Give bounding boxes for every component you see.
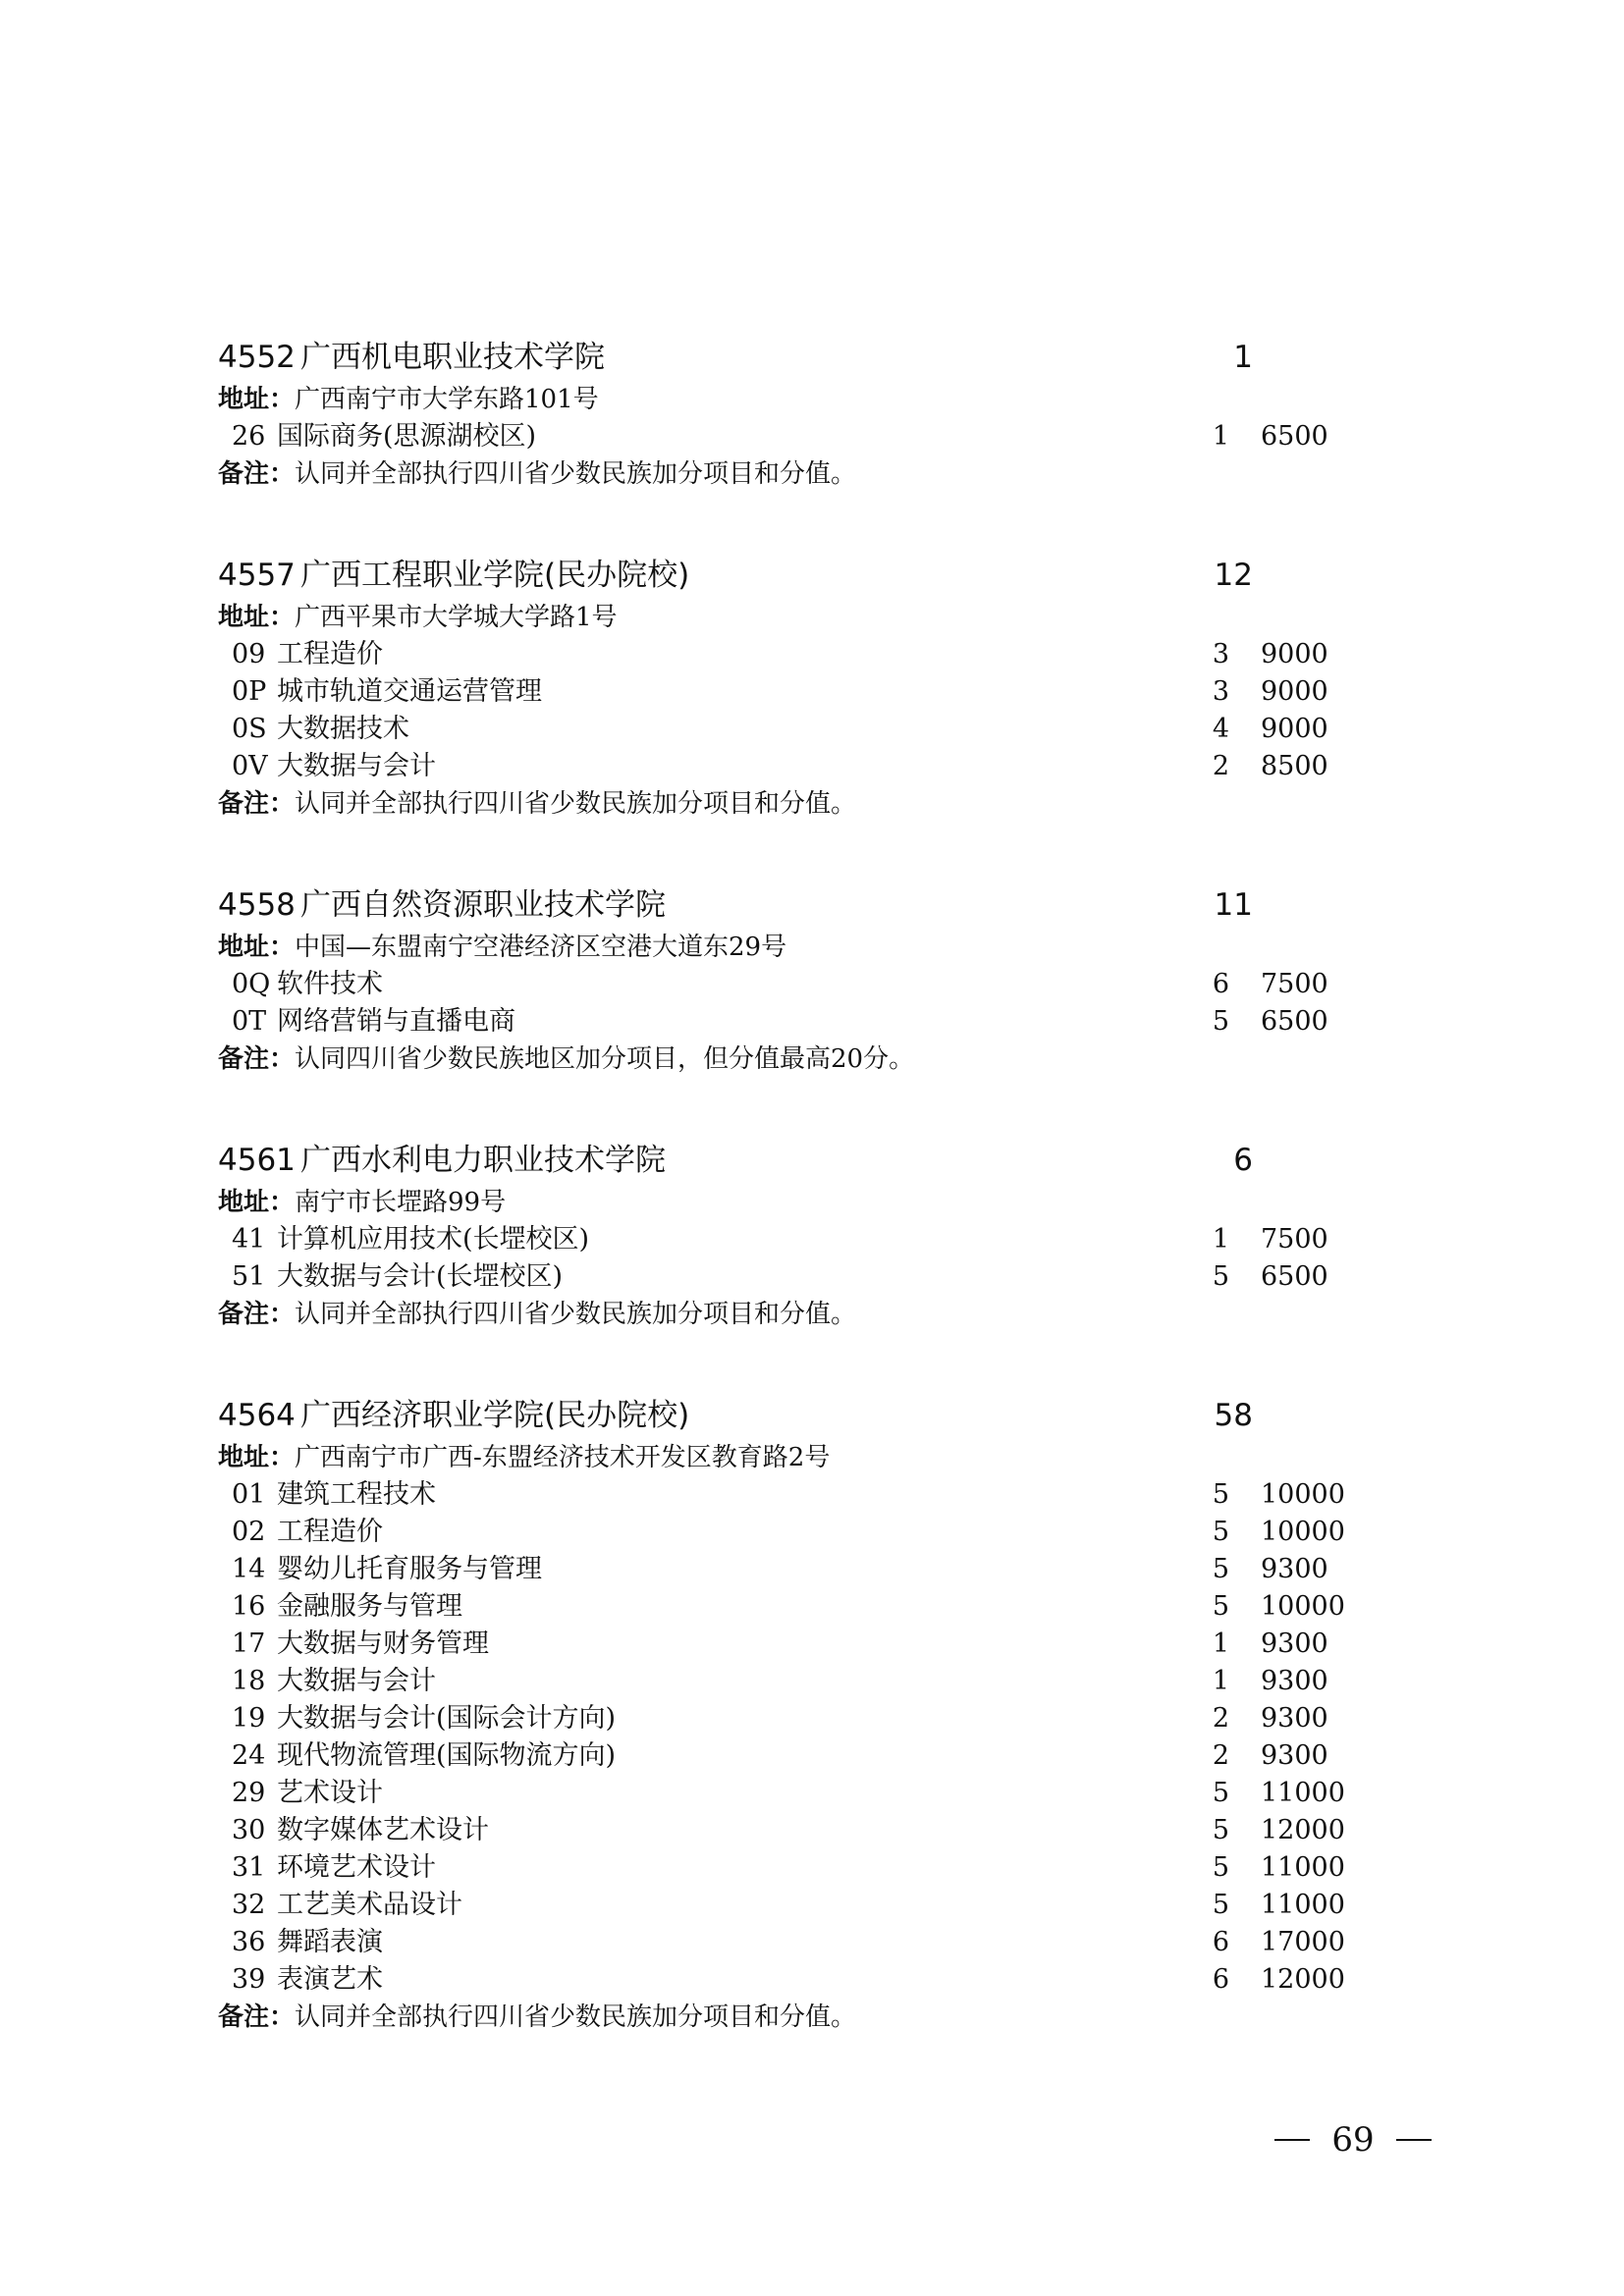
major-code: 29 — [232, 1778, 266, 1808]
major-row — [218, 636, 1396, 673]
page-number-dash-left — [1274, 2139, 1310, 2141]
major-name: 软件技术 — [277, 969, 383, 999]
note-label: 备注： — [218, 459, 296, 489]
major-name: 大数据与会计 — [277, 751, 436, 781]
major-row — [218, 1812, 1396, 1849]
major-tuition: 12000 — [1261, 1815, 1345, 1845]
major-code: 16 — [232, 1591, 266, 1622]
major-code: 0V — [232, 751, 268, 781]
major-row — [218, 1476, 1396, 1514]
address-text: 广西南宁市广西-东盟经济技术开发区教育路2号 — [295, 1443, 831, 1472]
school-code: 4561 — [218, 1143, 296, 1178]
major-code: 0S — [232, 714, 267, 744]
school-block — [218, 552, 1396, 823]
major-code: 0Q — [232, 969, 271, 999]
school-note — [218, 1999, 1396, 2036]
major-tuition: 9300 — [1261, 1666, 1328, 1696]
address-text: 广西南宁市大学东路101号 — [295, 385, 599, 414]
major-quota: 5 — [1212, 1479, 1229, 1510]
major-tuition: 17000 — [1261, 1927, 1345, 1957]
major-row — [218, 748, 1396, 785]
major-row — [218, 1700, 1396, 1737]
major-row — [218, 1588, 1396, 1626]
school-total-quota: 11 — [1214, 887, 1253, 923]
major-quota: 5 — [1212, 1852, 1229, 1883]
major-name: 大数据技术 — [277, 714, 409, 744]
major-row — [218, 418, 1396, 455]
major-code: 09 — [232, 639, 266, 669]
major-name: 建筑工程技术 — [277, 1479, 436, 1510]
note-label: 备注： — [218, 1044, 296, 1074]
major-row — [218, 1221, 1396, 1258]
school-address — [218, 1184, 1396, 1221]
major-name: 环境艺术设计 — [277, 1852, 436, 1883]
school-code: 4564 — [218, 1398, 296, 1433]
major-name: 大数据与会计 — [277, 1666, 436, 1696]
school-total-quota: 1 — [1233, 340, 1253, 375]
major-name: 工程造价 — [277, 639, 383, 669]
major-code: 24 — [232, 1740, 266, 1771]
major-tuition: 8500 — [1261, 751, 1328, 781]
major-tuition: 10000 — [1261, 1479, 1345, 1510]
school-address — [218, 929, 1396, 966]
major-code: 14 — [232, 1554, 266, 1584]
school-code: 4558 — [218, 887, 296, 923]
major-quota: 6 — [1212, 969, 1229, 999]
major-quota: 5 — [1212, 1554, 1229, 1584]
major-tuition: 9300 — [1261, 1740, 1328, 1771]
major-row — [218, 966, 1396, 1003]
school-header — [218, 552, 1396, 599]
school-code: 4552 — [218, 340, 296, 375]
major-name: 舞蹈表演 — [277, 1927, 383, 1957]
major-code: 39 — [232, 1964, 266, 1995]
major-name: 网络营销与直播电商 — [277, 1006, 515, 1037]
major-name: 数字媒体艺术设计 — [277, 1815, 489, 1845]
major-row — [218, 1514, 1396, 1551]
major-code: 18 — [232, 1666, 266, 1696]
major-quota: 1 — [1212, 1224, 1229, 1255]
page-number — [1274, 2116, 1432, 2163]
major-name: 婴幼儿托育服务与管理 — [277, 1554, 542, 1584]
address-label: 地址： — [218, 1443, 296, 1472]
school-list — [218, 334, 1396, 2095]
major-name: 金融服务与管理 — [277, 1591, 462, 1622]
major-quota: 5 — [1212, 1778, 1229, 1808]
major-name: 大数据与会计(国际会计方向) — [277, 1703, 617, 1734]
address-text: 中国—东盟南宁空港经济区空港大道东29号 — [295, 933, 787, 962]
major-quota: 6 — [1212, 1927, 1229, 1957]
school-name: 广西工程职业学院(民办院校) — [300, 558, 690, 593]
school-address — [218, 599, 1396, 636]
school-address — [218, 1439, 1396, 1476]
major-name: 国际商务(思源湖校区) — [277, 421, 537, 452]
major-tuition: 9300 — [1261, 1703, 1328, 1734]
school-name: 广西机电职业技术学院 — [300, 340, 605, 375]
major-tuition: 11000 — [1261, 1778, 1345, 1808]
school-note — [218, 1041, 1396, 1078]
school-block — [218, 881, 1396, 1078]
major-quota: 5 — [1212, 1890, 1229, 1920]
school-block — [218, 1392, 1396, 2036]
major-tuition: 6500 — [1261, 1261, 1328, 1292]
major-name: 城市轨道交通运营管理 — [277, 676, 542, 707]
major-quota: 6 — [1212, 1964, 1229, 1995]
major-tuition: 10000 — [1261, 1591, 1345, 1622]
address-text: 广西平果市大学城大学路1号 — [295, 603, 618, 632]
major-row — [218, 1887, 1396, 1924]
major-quota: 1 — [1212, 1666, 1229, 1696]
note-text: 认同并全部执行四川省少数民族加分项目和分值。 — [295, 459, 857, 489]
address-label: 地址： — [218, 385, 296, 414]
school-block — [218, 1137, 1396, 1333]
major-tuition: 11000 — [1261, 1852, 1345, 1883]
major-code: 31 — [232, 1852, 266, 1883]
major-quota: 5 — [1212, 1261, 1229, 1292]
address-label: 地址： — [218, 1188, 296, 1217]
school-total-quota: 12 — [1214, 558, 1253, 593]
major-row — [218, 1924, 1396, 1961]
major-code: 36 — [232, 1927, 266, 1957]
school-name: 广西自然资源职业技术学院 — [300, 887, 666, 923]
major-row — [218, 1551, 1396, 1588]
major-name: 表演艺术 — [277, 1964, 383, 1995]
school-note — [218, 785, 1396, 823]
major-code: 02 — [232, 1517, 266, 1547]
major-row — [218, 1775, 1396, 1812]
note-text: 认同并全部执行四川省少数民族加分项目和分值。 — [295, 2002, 857, 2032]
major-name: 计算机应用技术(长堽校区) — [277, 1224, 590, 1255]
school-note — [218, 1296, 1396, 1333]
major-code: 51 — [232, 1261, 266, 1292]
school-block — [218, 334, 1396, 493]
major-name: 艺术设计 — [277, 1778, 383, 1808]
school-header — [218, 1392, 1396, 1439]
major-quota: 4 — [1212, 714, 1229, 744]
major-code: 19 — [232, 1703, 266, 1734]
major-code: 30 — [232, 1815, 266, 1845]
major-name: 现代物流管理(国际物流方向) — [277, 1740, 617, 1771]
major-tuition: 7500 — [1261, 969, 1328, 999]
major-tuition: 9000 — [1261, 714, 1328, 744]
major-tuition: 9000 — [1261, 676, 1328, 707]
major-code: 0T — [232, 1006, 267, 1037]
school-note — [218, 455, 1396, 493]
major-row — [218, 673, 1396, 711]
major-tuition: 12000 — [1261, 1964, 1345, 1995]
major-code: 41 — [232, 1224, 266, 1255]
school-address — [218, 381, 1396, 418]
school-code: 4557 — [218, 558, 296, 593]
major-tuition: 6500 — [1261, 1006, 1328, 1037]
major-tuition: 9300 — [1261, 1554, 1328, 1584]
major-name: 大数据与财务管理 — [277, 1629, 489, 1659]
page-number-text: 69 — [1331, 2120, 1375, 2160]
school-total-quota: 6 — [1233, 1143, 1253, 1178]
major-quota: 3 — [1212, 676, 1229, 707]
major-quota: 2 — [1212, 751, 1229, 781]
major-code: 17 — [232, 1629, 266, 1659]
school-total-quota: 58 — [1214, 1398, 1253, 1433]
note-text: 认同并全部执行四川省少数民族加分项目和分值。 — [295, 1300, 857, 1329]
note-label: 备注： — [218, 2002, 296, 2032]
major-tuition: 11000 — [1261, 1890, 1345, 1920]
major-name: 工程造价 — [277, 1517, 383, 1547]
address-label: 地址： — [218, 933, 296, 962]
major-row — [218, 711, 1396, 748]
major-quota: 2 — [1212, 1703, 1229, 1734]
school-header — [218, 1137, 1396, 1184]
major-code: 32 — [232, 1890, 266, 1920]
major-quota: 5 — [1212, 1591, 1229, 1622]
major-code: 01 — [232, 1479, 266, 1510]
major-quota: 1 — [1212, 1629, 1229, 1659]
school-name: 广西经济职业学院(民办院校) — [300, 1398, 690, 1433]
address-label: 地址： — [218, 603, 296, 632]
major-name: 大数据与会计(长堽校区) — [277, 1261, 564, 1292]
major-quota: 3 — [1212, 639, 1229, 669]
major-tuition: 10000 — [1261, 1517, 1345, 1547]
major-row — [218, 1663, 1396, 1700]
major-code: 26 — [232, 421, 266, 452]
major-quota: 5 — [1212, 1006, 1229, 1037]
major-quota: 5 — [1212, 1517, 1229, 1547]
major-tuition: 9000 — [1261, 639, 1328, 669]
note-text: 认同并全部执行四川省少数民族加分项目和分值。 — [295, 789, 857, 819]
major-quota: 2 — [1212, 1740, 1229, 1771]
school-name: 广西水利电力职业技术学院 — [300, 1143, 666, 1178]
major-quota: 5 — [1212, 1815, 1229, 1845]
major-tuition: 9300 — [1261, 1629, 1328, 1659]
major-row — [218, 1961, 1396, 1999]
page-number-dash-right — [1396, 2139, 1432, 2141]
note-label: 备注： — [218, 1300, 296, 1329]
address-text: 南宁市长堽路99号 — [295, 1188, 507, 1217]
major-row — [218, 1003, 1396, 1041]
major-row — [218, 1258, 1396, 1296]
major-row — [218, 1737, 1396, 1775]
school-header — [218, 881, 1396, 929]
major-tuition: 7500 — [1261, 1224, 1328, 1255]
major-name: 工艺美术品设计 — [277, 1890, 462, 1920]
major-row — [218, 1626, 1396, 1663]
major-code: 0P — [232, 676, 267, 707]
note-text: 认同四川省少数民族地区加分项目，但分值最高20分。 — [295, 1044, 915, 1074]
major-row — [218, 1849, 1396, 1887]
major-quota: 1 — [1212, 421, 1229, 452]
major-tuition: 6500 — [1261, 421, 1328, 452]
school-header — [218, 334, 1396, 381]
note-label: 备注： — [218, 789, 296, 819]
